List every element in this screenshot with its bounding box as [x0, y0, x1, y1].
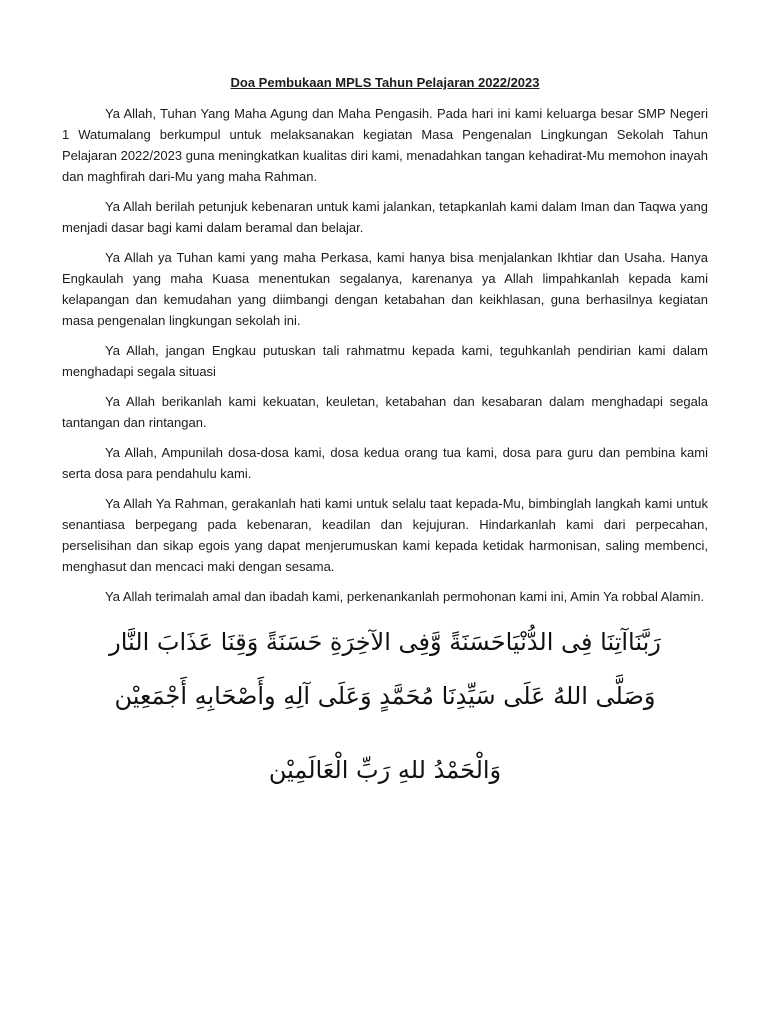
- paragraph-1: Ya Allah, Tuhan Yang Maha Agung dan Maha Pengasih. Pada hari ini kami keluarga besar SMP Negeri 1 Watumalang berkumpul untuk melaksanakan kegiatan Masa Pengenalan Lingkungan Sekolah Tahun Pelajaran 2022/2023 guna meningkatkan kualitas diri kami, menadahkan tangan kehadirat-Mu memohon inayah dan maghfirah dari-Mu yang maha Rahman.: [62, 106, 708, 184]
- document-title: Doa Pembukaan MPLS Tahun Pelajaran 2022/2023: [230, 75, 540, 90]
- arabic-prayer-line-1: رَبَّنَاآتِنَا فِى الدُّنْيَاحَسَنَةً وَّفِى الآخِرَةِ حَسَنَةً وَقِنَا عَذَابَ النَّار: [109, 628, 661, 656]
- paragraph-4: Ya Allah, jangan Engkau putuskan tali rahmatmu kepada kami, teguhkanlah pendirian kami dalam menghadapi segala situasi: [62, 343, 708, 379]
- paragraph-5: Ya Allah berikanlah kami kekuatan, keuletan, ketabahan dan kesabaran dalam menghadapi segala tantangan dan rintangan.: [62, 394, 708, 430]
- document-page: [62, 74, 708, 798]
- paragraph-8: Ya Allah terimalah amal dan ibadah kami, perkenankanlah permohonan kami ini, Amin Ya robbal Alamin.: [105, 589, 705, 604]
- paragraph-2: Ya Allah berilah petunjuk kebenaran untuk kami jalankan, tetapkanlah kami dalam Iman dan Taqwa yang menjadi dasar bagi kami dalam beramal dan belajar.: [62, 199, 708, 235]
- paragraph-6: Ya Allah, Ampunilah dosa-dosa kami, dosa kedua orang tua kami, dosa para guru dan pembina kami serta dosa para pendahulu kami.: [62, 445, 708, 481]
- arabic-prayer-line-3: وَالْحَمْدُ للهِ رَبِّ الْعَالَمِيْن: [268, 756, 502, 784]
- paragraph-3: Ya Allah ya Tuhan kami yang maha Perkasa, kami hanya bisa menjalankan Ikhtiar dan Usaha. Hanya Engkaulah yang maha Kuasa menentukan segalanya, karenanya ya Allah limpahkanlah kepada kami kelapangan dan kemudahan yang diimbangi dengan ketabahan dan keikhlasan, guna berhasilnya kegiatan masa pengenalan lingkungan sekolah ini.: [62, 250, 708, 328]
- arabic-prayer-line-2: وَصَلَّى اللهُ عَلَى سَيِّدِنَا مُحَمَّدٍ وَعَلَى آلِهِ وأَصْحَابِهِ أَجْمَعِيْن: [114, 682, 656, 710]
- paragraph-7: Ya Allah Ya Rahman, gerakanlah hati kami untuk selalu taat kepada-Mu, bimbinglah langkah kami untuk senantiasa berpegang pada kebenaran, keadilan dan kejujuran. Hindarkanlah kami dari perpecahan, perselisihan dan sikap egois yang dapat menjerumuskan kami kepada ketidak harmonisan, saling membenci, menghasut dan mencaci maki dengan sesama.: [62, 496, 708, 574]
